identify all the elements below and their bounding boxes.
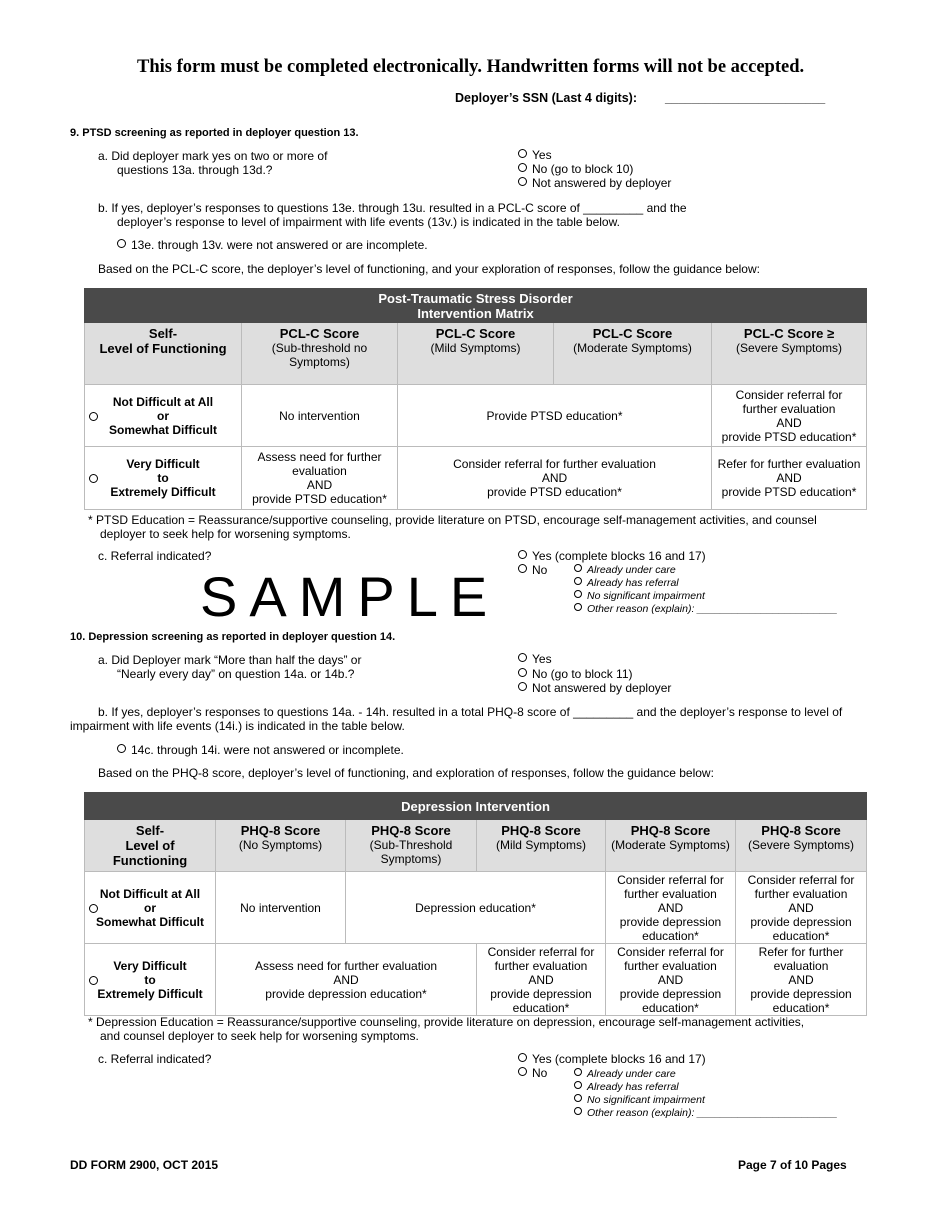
dep-cell: Consider referral for further evaluation AND provide depression education*: [477, 944, 606, 1016]
q10c-yes-radio[interactable]: Yes (complete blocks 16 and 17): [518, 1052, 706, 1066]
dep-cell: Consider referral for further evaluation AND provide depression education*: [736, 872, 867, 944]
ssn-field[interactable]: ________________________: [665, 91, 826, 105]
dep-cell: No intervention: [216, 872, 346, 944]
ptsd-table-title: [85, 289, 867, 323]
q9c-no-radio[interactable]: No: [518, 563, 547, 577]
page-number: Page 7 of 10 Pages: [738, 1158, 847, 1172]
form-number: DD FORM 2900, OCT 2015: [70, 1158, 219, 1172]
sample-watermark: SAMPLE: [200, 565, 500, 628]
ptsd-row-not-difficult: [85, 385, 867, 447]
q9c-yes-radio[interactable]: Yes (complete blocks 16 and 17): [518, 549, 706, 563]
dep-cell: Depression education*: [346, 872, 606, 944]
ptsd-row-very-difficult: [85, 447, 867, 510]
q9c-label: c. Referral indicated?: [98, 549, 212, 563]
dep-row-not-difficult: [85, 872, 867, 944]
ptsd-cell: Assess need for further evaluation AND provide PTSD education*: [242, 447, 398, 510]
radio-icon[interactable]: [89, 412, 98, 421]
q10c-under-care-radio[interactable]: Already under care: [574, 1068, 676, 1081]
ptsd-footnote-cont: deployer to seek help for worsening symptoms.: [100, 527, 351, 541]
ptsd-matrix-table: [84, 288, 867, 510]
ptsd-cell: Consider referral for further evaluation AND provide PTSD education*: [712, 385, 867, 447]
q10c-no-radio[interactable]: No: [518, 1066, 547, 1080]
ptsd-title-line2: Intervention Matrix: [417, 305, 534, 321]
q10c-has-referral-radio[interactable]: Already has referral: [574, 1081, 679, 1094]
dep-cell: Assess need for further evaluation AND provide depression education*: [216, 944, 477, 1016]
radio-icon[interactable]: [89, 904, 98, 913]
ptsd-cell: Provide PTSD education*: [398, 385, 712, 447]
q10a-no-radio[interactable]: No (go to block 11): [518, 667, 633, 681]
radio-icon[interactable]: [89, 474, 98, 483]
ptsd-header-moderate: PCL-C Score (Moderate Symptoms): [554, 323, 712, 385]
q10b-incomplete-radio[interactable]: 14c. through 14i. were not answered or incomplete.: [117, 743, 404, 757]
ptsd-header-functioning: Self- Level of Functioning: [85, 323, 242, 385]
q10a-question: a. Did Deployer mark “More than half the days” or: [98, 653, 362, 667]
dep-header-functioning: Self- Level of Functioning: [85, 820, 216, 872]
q9c-under-care-radio[interactable]: Already under care: [574, 564, 676, 577]
level-very-difficult[interactable]: Very Difficult to Extremely Difficult: [85, 447, 242, 510]
dep-cell: Consider referral for further evaluation AND provide depression education*: [606, 944, 736, 1016]
q9a-question: a. Did deployer mark yes on two or more of: [98, 149, 328, 163]
dep-header-subthreshold: PHQ-8 Score (Sub-Threshold Symptoms): [346, 820, 477, 872]
q10-title: 10. Depression screening as reported in deployer question 14.: [70, 631, 396, 643]
dep-cell: Consider referral for further evaluation AND provide depression education*: [606, 872, 736, 944]
level-very-difficult[interactable]: Very Difficult to Extremely Difficult: [85, 944, 216, 1016]
dep-cell: Refer for further evaluation AND provide depression education*: [736, 944, 867, 1016]
q9-guidance: Based on the PCL-C score, the deployer’s level of functioning, and your exploration of responses, follow the guidance below:: [98, 262, 760, 276]
q9b-text-cont: deployer’s response to level of impairment with life events (13v.) is indicated in the table below.: [117, 215, 620, 229]
q9c-has-referral-radio[interactable]: Already has referral: [574, 577, 679, 590]
q9c-other-reason-radio[interactable]: Other reason (explain): ________________________: [574, 603, 837, 616]
ptsd-header-severe: PCL-C Score ≥ (Severe Symptoms): [712, 323, 867, 385]
q10b-text-cont: impairment with life events (14i.) is indicated in the table below.: [70, 719, 405, 733]
ptsd-cell: No intervention: [242, 385, 398, 447]
dep-row-very-difficult: [85, 944, 867, 1016]
ssn-label: Deployer’s SSN (Last 4 digits):: [455, 91, 637, 105]
depression-matrix-table: [84, 792, 867, 1016]
q10a-not-answered-radio[interactable]: Not answered by deployer: [518, 681, 671, 695]
q9b-text: b. If yes, deployer’s responses to questions 13e. through 13u. resulted in a PCL-C score of _________ and the: [98, 201, 687, 215]
level-not-difficult[interactable]: Not Difficult at All or Somewhat Difficult: [85, 385, 242, 447]
q9c-no-impairment-radio[interactable]: No significant impairment: [574, 590, 705, 603]
q10b-text: b. If yes, deployer’s responses to questions 14a. - 14h. resulted in a total PHQ-8 score of _________ and the deployer’s response to level of: [98, 705, 843, 719]
ptsd-header-mild: PCL-C Score (Mild Symptoms): [398, 323, 554, 385]
ptsd-header-subthreshold: PCL-C Score (Sub-threshold no Symptoms): [242, 323, 398, 385]
electronic-banner: This form must be completed electronically. Handwritten forms will not be accepted.: [137, 57, 805, 77]
dep-header-moderate: PHQ-8 Score (Moderate Symptoms): [606, 820, 736, 872]
q9a-not-answered-radio[interactable]: Not answered by deployer: [518, 176, 671, 190]
q10c-no-impairment-radio[interactable]: No significant impairment: [574, 1094, 705, 1107]
radio-icon[interactable]: [89, 976, 98, 985]
q9a-yes-radio[interactable]: Yes: [518, 148, 552, 162]
ptsd-title-line1: Post-Traumatic Stress Disorder: [378, 290, 573, 306]
q9-title: 9. PTSD screening as reported in deployer question 13.: [70, 127, 359, 139]
dep-header-mild: PHQ-8 Score (Mild Symptoms): [477, 820, 606, 872]
ptsd-cell: Consider referral for further evaluation AND provide PTSD education*: [398, 447, 712, 510]
q10c-label: c. Referral indicated?: [98, 1052, 212, 1066]
q9a-no-radio[interactable]: No (go to block 10): [518, 162, 633, 176]
depression-footnote-cont: and counsel deployer to seek help for worsening symptoms.: [100, 1029, 419, 1043]
q10-guidance: Based on the PHQ-8 score, deployer’s level of functioning, and exploration of responses, follow the guidance below:: [98, 766, 714, 780]
depression-footnote: * Depression Education = Reassurance/supportive counseling, provide literature on depression, encourage self-management activities,: [88, 1015, 805, 1029]
q10c-other-reason-radio[interactable]: Other reason (explain): ________________________: [574, 1107, 837, 1120]
depression-table-title: Depression Intervention: [85, 793, 867, 820]
q10a-yes-radio[interactable]: Yes: [518, 652, 552, 666]
level-not-difficult[interactable]: Not Difficult at All or Somewhat Difficult: [85, 872, 216, 944]
ptsd-cell: Refer for further evaluation AND provide PTSD education*: [712, 447, 867, 510]
dep-header-severe: PHQ-8 Score (Severe Symptoms): [736, 820, 867, 872]
q9b-incomplete-radio[interactable]: 13e. through 13v. were not answered or are incomplete.: [117, 238, 428, 252]
dep-header-none: PHQ-8 Score (No Symptoms): [216, 820, 346, 872]
ptsd-footnote: * PTSD Education = Reassurance/supportive counseling, provide literature on PTSD, encourage self-management activities, and counsel: [88, 513, 817, 527]
q10a-question-cont: “Nearly every day” on question 14a. or 14b.?: [117, 667, 355, 681]
q9a-question-cont: questions 13a. through 13d.?: [117, 163, 273, 177]
